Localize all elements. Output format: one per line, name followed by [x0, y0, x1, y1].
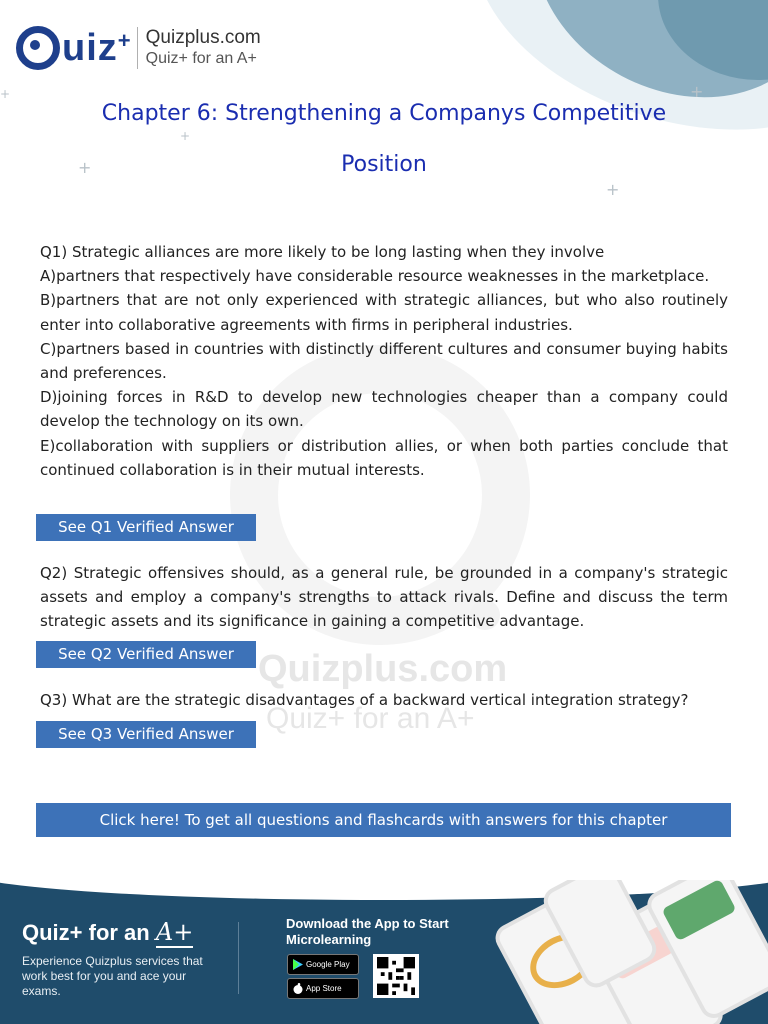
logo-plus: + [117, 28, 131, 53]
app-card-graphic [661, 880, 736, 941]
plus-decoration-icon: + [180, 129, 191, 143]
chapter-title [40, 88, 728, 190]
google-play-badge[interactable] [287, 954, 359, 975]
app-store-label: App Store [306, 984, 342, 993]
chapter-title-line-1: Chapter 6: Strengthening a Companys Competitive [101, 101, 667, 126]
google-play-icon [293, 959, 303, 970]
app-store-badge[interactable] [287, 978, 359, 999]
logo-tagline: Quiz+ for an A+ [145, 50, 257, 67]
footer-brand-aplus: A+ [155, 918, 194, 946]
plus-decoration-icon: + [606, 180, 620, 199]
q1-verified-answer-button[interactable]: See Q1 Verified Answer [36, 514, 256, 541]
logo-divider [137, 27, 138, 69]
footer-banner [0, 880, 768, 1024]
footer-divider [238, 922, 239, 994]
q3-verified-answer-button[interactable]: See Q3 Verified Answer [36, 721, 256, 748]
footer-description: Experience Quizplus services that work best for you and ace your exams. [22, 954, 203, 998]
qr-code-icon [376, 957, 416, 995]
watermark-tagline: Quiz+ for an A+ [266, 702, 475, 735]
logo-text [146, 27, 261, 69]
chapter-title-line-2: Position [341, 152, 427, 177]
plus-decoration-icon: + [78, 158, 92, 177]
question-3-text: Q3) What are the strategic disadvantages of a backward vertical integration strategy? [40, 691, 689, 709]
google-play-label: Google Play [306, 960, 350, 969]
watermark-site: Quizplus.com [258, 648, 508, 690]
q2-verified-answer-button[interactable]: See Q2 Verified Answer [36, 641, 256, 668]
qr-code[interactable] [373, 954, 419, 998]
footer-brand [22, 918, 193, 946]
logo-word: uiz [62, 26, 118, 69]
all-questions-cta-button[interactable]: Click here! To get all questions and flashcards with answers for this chapter [36, 803, 731, 837]
footer-brand-prefix: Quiz+ for an [22, 920, 150, 945]
question-2-text: Q2) Strategic offensives should, as a general rule, be grounded in a company's strategic assets and employ a company's strengths to attack rivals. Define and discuss the term strategic assets and its significance in gaining a competitive advantage. [40, 564, 728, 631]
question-1-text: Q1) Strategic alliances are more likely to be long lasting when they involve A)partners that respectively have considerable resource weaknesses in the marketplace. B)partners that are not only experienced with strategic alliances, but who also routinely enter into collaborative agreements with firms in peripheral industries. C)partners based in countries with distinctly different cultures and consumer buying habits and preferences. D)joining forces in R&D to develop new technologies cheaper than a company could develop the technology on its own. E)collaboration with suppliers or distribution allies, or when both parties conclude that continued collaboration is in their mutual interests. [40, 243, 728, 479]
logo-site-name: Quizplus.com [145, 27, 261, 48]
plus-decoration-icon: + [0, 87, 11, 101]
quiz-q-logo-icon [16, 26, 60, 70]
apple-icon [293, 983, 303, 994]
plus-decoration-icon: + [690, 82, 704, 101]
quizplus-logo[interactable] [16, 26, 261, 70]
footer-download-text: Download the App to Start Microlearning [286, 916, 449, 947]
